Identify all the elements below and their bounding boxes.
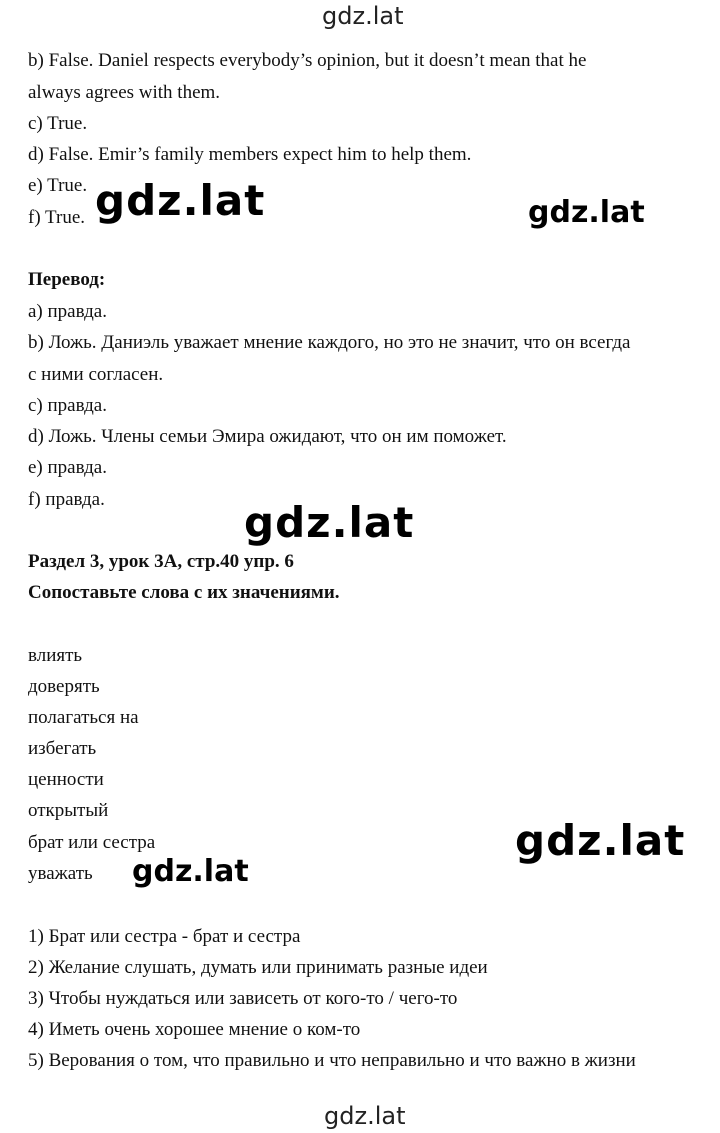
task-instruction: Сопоставьте слова с их значениями. — [28, 582, 340, 603]
word-item: полагаться на — [28, 707, 139, 728]
definition-item: 1) Брат или сестра - брат и сестра — [28, 926, 301, 947]
word-item: брат или сестра — [28, 832, 156, 853]
translation-line: с ними согласен. — [28, 364, 164, 385]
header-watermark: gdz.lat — [322, 2, 404, 30]
footer-watermark: gdz.lat — [324, 1102, 406, 1130]
word-item: ценности — [28, 769, 104, 790]
definition-item: 4) Иметь очень хорошее мнение о ком-то — [28, 1019, 361, 1040]
definition-item: 2) Желание слушать, думать или принимать разные идеи — [28, 957, 488, 978]
watermark: gdz.lat — [244, 498, 415, 547]
answer-line: e) True. — [28, 175, 88, 196]
watermark: gdz.lat — [515, 816, 686, 865]
watermark: gdz.lat — [132, 854, 249, 889]
word-item: уважать — [28, 863, 93, 884]
translation-line: e) правда. — [28, 457, 107, 478]
translation-line: a) правда. — [28, 301, 107, 322]
definition-item: 5) Верования о том, что правильно и что неправильно и что важно в жизни — [28, 1050, 636, 1071]
answer-line: d) False. Emir’s family members expect him to help them. — [28, 144, 472, 165]
word-item: доверять — [28, 676, 100, 697]
answer-line: c) True. — [28, 113, 88, 134]
watermark: gdz.lat — [528, 195, 645, 230]
answer-line: always agrees with them. — [28, 82, 221, 103]
definition-item: 3) Чтобы нуждаться или зависеть от кого-то / чего-то — [28, 988, 458, 1009]
watermark: gdz.lat — [95, 176, 266, 225]
word-item: влиять — [28, 645, 83, 666]
translation-line: f) правда. — [28, 489, 105, 510]
translation-line: b) Ложь. Даниэль уважает мнение каждого, но это не значит, что он всегда — [28, 332, 631, 353]
answer-line: b) False. Daniel respects everybody’s opinion, but it doesn’t mean that he — [28, 50, 587, 71]
word-item: избегать — [28, 738, 97, 759]
word-item: открытый — [28, 800, 109, 821]
section-title: Раздел 3, урок 3A, стр.40 упр. 6 — [28, 551, 294, 572]
translation-line: c) правда. — [28, 395, 107, 416]
translation-line: d) Ложь. Члены семьи Эмира ожидают, что он им поможет. — [28, 426, 507, 447]
translation-heading: Перевод: — [28, 269, 106, 290]
answer-line: f) True. — [28, 207, 86, 228]
